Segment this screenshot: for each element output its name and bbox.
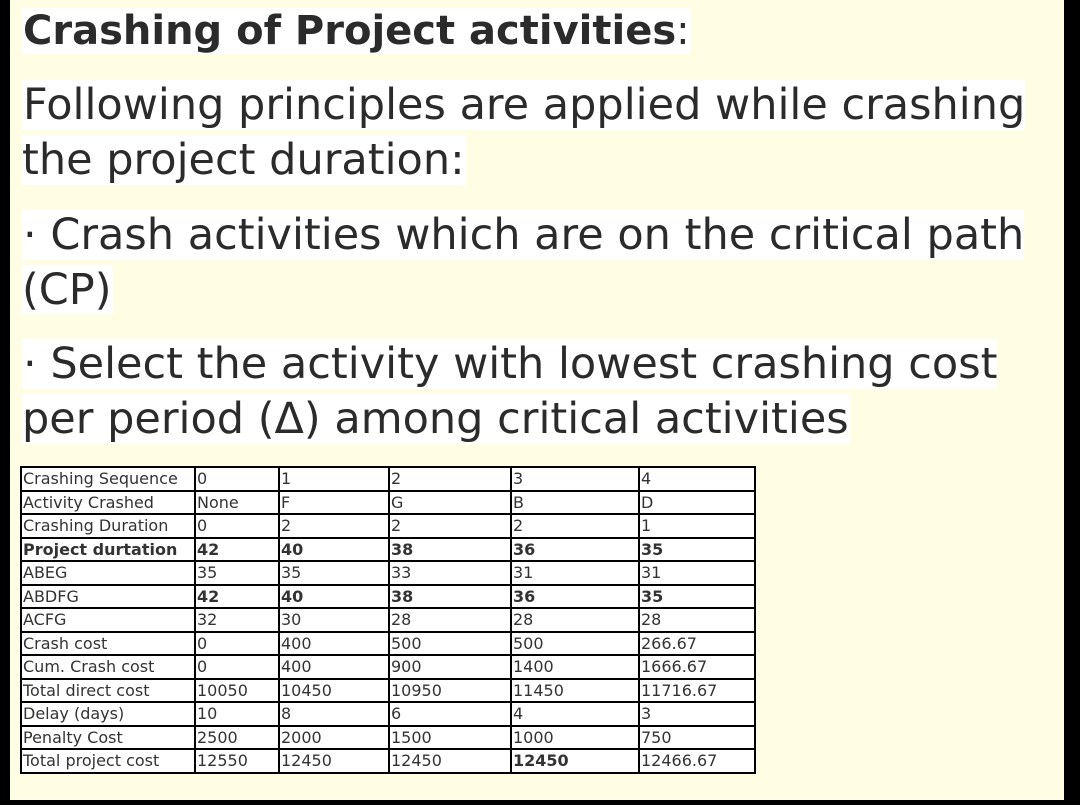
table-row [21, 585, 755, 609]
table-cell: 0 [195, 514, 279, 538]
table-cell: 10950 [389, 679, 511, 703]
table-row [21, 538, 755, 562]
table-cell: 36 [511, 538, 639, 562]
table-cell: 12450 [389, 749, 511, 773]
row-label: Penalty Cost [21, 726, 195, 750]
table-cell: 40 [279, 585, 389, 609]
row-label: ACFG [21, 608, 195, 632]
table-cell: 12466.67 [639, 749, 755, 773]
table-cell: 750 [639, 726, 755, 750]
table-cell: 36 [511, 585, 639, 609]
table-cell: 1000 [511, 726, 639, 750]
table-cell: 3 [639, 702, 755, 726]
title-colon: : [676, 8, 690, 54]
table-row [21, 467, 755, 491]
table-cell: 40 [279, 538, 389, 562]
row-label: Crash cost [21, 632, 195, 656]
row-label: Crashing Duration [21, 514, 195, 538]
table-cell: 30 [279, 608, 389, 632]
table-row [21, 632, 755, 656]
slide-title [22, 5, 691, 57]
table-cell: 31 [639, 561, 755, 585]
table-cell: 8 [279, 702, 389, 726]
table-cell: 2 [511, 514, 639, 538]
table-row [21, 514, 755, 538]
table-cell: 35 [639, 585, 755, 609]
table-row [21, 491, 755, 515]
table-cell: 1 [279, 467, 389, 491]
table-cell: D [639, 491, 755, 515]
table-row [21, 749, 755, 773]
table-cell: 35 [639, 538, 755, 562]
row-label: Total project cost [21, 749, 195, 773]
table-cell: 28 [389, 608, 511, 632]
table-cell: 266.67 [639, 632, 755, 656]
bullet-text: · Select the activity with lowest crashing cost per period (Δ) among critical activities [22, 339, 998, 444]
table-cell: None [195, 491, 279, 515]
bullet-text: · Crash activities which are on the critical path (CP) [22, 210, 1025, 315]
table-cell: 1666.67 [639, 655, 755, 679]
table-row [21, 655, 755, 679]
table-cell: 2 [279, 514, 389, 538]
bullet-lowest-cost [22, 337, 1062, 447]
table-cell: 1 [639, 514, 755, 538]
title-bold-text: Crashing of Project activities [23, 8, 677, 54]
table-cell: 28 [511, 608, 639, 632]
table-cell: 10050 [195, 679, 279, 703]
row-label: ABEG [21, 561, 195, 585]
bullet-critical-path [22, 208, 1062, 318]
table-cell: 12550 [195, 749, 279, 773]
table-cell: 6 [389, 702, 511, 726]
table-cell: 0 [195, 467, 279, 491]
table-cell: 42 [195, 538, 279, 562]
table-cell: 500 [511, 632, 639, 656]
table-cell: 2 [389, 514, 511, 538]
row-label: ABDFG [21, 585, 195, 609]
table-cell: 38 [389, 538, 511, 562]
table-row [21, 608, 755, 632]
intro-text: Following principles are applied while crashing the project duration: [22, 80, 1026, 185]
table-cell: 10450 [279, 679, 389, 703]
table-cell: 400 [279, 632, 389, 656]
table-row [21, 702, 755, 726]
table-cell: 38 [389, 585, 511, 609]
table-cell: 12450 [511, 749, 639, 773]
table-cell: 35 [195, 561, 279, 585]
row-label: Project durtation [21, 538, 195, 562]
table-cell: G [389, 491, 511, 515]
table-cell: 33 [389, 561, 511, 585]
crashing-table [20, 466, 756, 774]
table-row [21, 561, 755, 585]
table-cell: B [511, 491, 639, 515]
table-cell: 32 [195, 608, 279, 632]
table-cell: 31 [511, 561, 639, 585]
row-label: Cum. Crash cost [21, 655, 195, 679]
table-cell: 11450 [511, 679, 639, 703]
table-cell: 0 [195, 655, 279, 679]
table-cell: 0 [195, 632, 279, 656]
table-cell: 1400 [511, 655, 639, 679]
table-cell: 35 [279, 561, 389, 585]
table-cell: 2000 [279, 726, 389, 750]
row-label: Activity Crashed [21, 491, 195, 515]
table-cell: 400 [279, 655, 389, 679]
row-label: Crashing Sequence [21, 467, 195, 491]
table-cell: 4 [639, 467, 755, 491]
table-cell: 900 [389, 655, 511, 679]
table-cell: 500 [389, 632, 511, 656]
table-cell: 2 [389, 467, 511, 491]
table-cell: 10 [195, 702, 279, 726]
table-row [21, 726, 755, 750]
table-cell: 42 [195, 585, 279, 609]
table-cell: 3 [511, 467, 639, 491]
slide [8, 0, 1066, 800]
table-cell: 4 [511, 702, 639, 726]
row-label: Delay (days) [21, 702, 195, 726]
intro-paragraph [22, 78, 1062, 188]
table-cell: 1500 [389, 726, 511, 750]
table-cell: 2500 [195, 726, 279, 750]
table-cell: 11716.67 [639, 679, 755, 703]
table-cell: F [279, 491, 389, 515]
row-label: Total direct cost [21, 679, 195, 703]
table-row [21, 679, 755, 703]
table-cell: 12450 [279, 749, 389, 773]
table-cell: 28 [639, 608, 755, 632]
